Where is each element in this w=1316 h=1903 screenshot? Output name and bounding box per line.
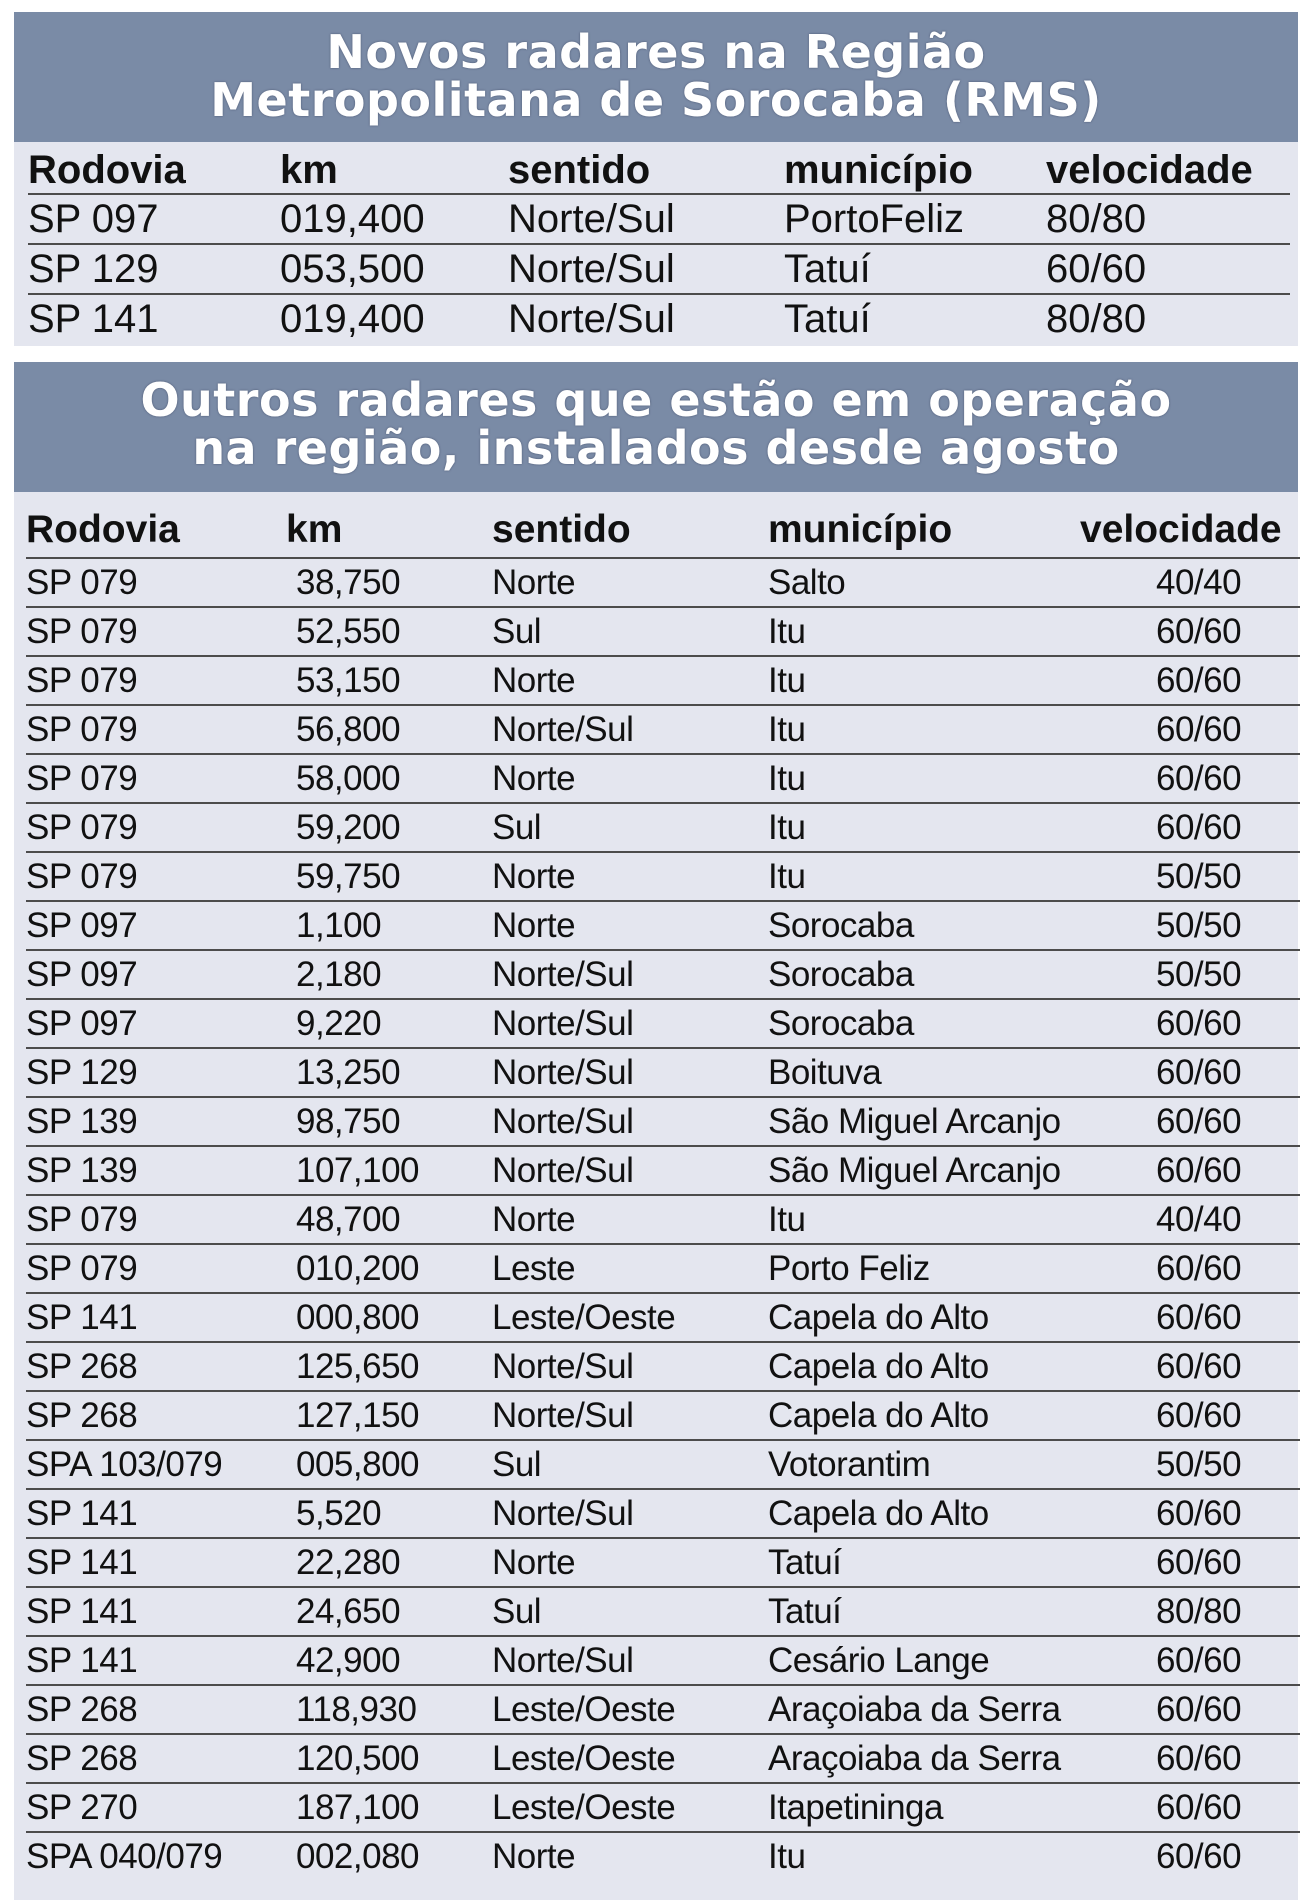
sentido-cell: Norte/Sul [492, 1097, 768, 1146]
km-cell: 019,400 [280, 294, 508, 344]
km-cell: 120,500 [286, 1734, 492, 1783]
rodovia-cell: SP 141 [26, 1538, 286, 1587]
rodovia-cell: SP 141 [26, 1293, 286, 1342]
municipio-cell: Itu [768, 852, 1070, 901]
municipio-cell: Itu [768, 705, 1070, 754]
table-row [26, 1734, 1300, 1783]
table-row [26, 1538, 1300, 1587]
velocidade-cell: 50/50 [1070, 852, 1300, 901]
sentido-cell: Norte/Sul [492, 1636, 768, 1685]
sentido-cell: Norte [492, 1832, 768, 1881]
header-velocidade: velocidade [1046, 148, 1253, 192]
table-row [26, 950, 1300, 999]
new-radars-banner [14, 12, 1298, 142]
municipio-cell: Itu [768, 656, 1070, 705]
municipio-cell: Capela do Alto [768, 1489, 1070, 1538]
table-row [26, 1391, 1300, 1440]
km-cell: 24,650 [286, 1587, 492, 1636]
km-cell: 9,220 [286, 999, 492, 1048]
sentido-cell: Norte/Sul [508, 194, 784, 244]
velocidade-cell: 60/60 [1070, 1832, 1300, 1881]
sentido-cell: Sul [492, 1587, 768, 1636]
header-km: km [286, 507, 343, 551]
velocidade-cell: 60/60 [1070, 1636, 1300, 1685]
municipio-cell: Tatuí [768, 1538, 1070, 1587]
table-row [26, 803, 1300, 852]
km-cell: 59,200 [286, 803, 492, 852]
velocidade-cell: 50/50 [1070, 901, 1300, 950]
other-radars-banner [14, 362, 1298, 492]
km-cell: 125,650 [286, 1342, 492, 1391]
municipio-cell: PortoFeliz [784, 194, 1046, 244]
table-row [26, 1783, 1300, 1832]
sentido-cell: Norte [492, 901, 768, 950]
other-radars-table [26, 502, 1300, 1881]
km-cell: 127,150 [286, 1391, 492, 1440]
municipio-cell: Itu [768, 607, 1070, 656]
table-row [26, 1636, 1300, 1685]
velocidade-cell: 50/50 [1070, 950, 1300, 999]
municipio-cell: Tatuí [784, 294, 1046, 344]
velocidade-cell: 40/40 [1070, 1195, 1300, 1244]
km-cell: 38,750 [286, 558, 492, 607]
velocidade-cell: 60/60 [1070, 1783, 1300, 1832]
velocidade-cell: 60/60 [1046, 244, 1290, 294]
rodovia-cell: SP 141 [28, 294, 280, 344]
sentido-cell: Norte/Sul [492, 1146, 768, 1195]
municipio-cell: São Miguel Arcanjo [768, 1097, 1070, 1146]
km-cell: 13,250 [286, 1048, 492, 1097]
rodovia-cell: SP 079 [26, 852, 286, 901]
velocidade-cell: 60/60 [1070, 754, 1300, 803]
sentido-cell: Norte [492, 558, 768, 607]
velocidade-cell: 60/60 [1070, 1538, 1300, 1587]
municipio-cell: Sorocaba [768, 901, 1070, 950]
new-radars-title-line2: Metropolitana de Sorocaba (RMS) [210, 73, 1102, 127]
municipio-cell: Tatuí [768, 1587, 1070, 1636]
other-radars-title-line1: Outros radares que estão em operação [140, 373, 1172, 427]
municipio-cell: Capela do Alto [768, 1293, 1070, 1342]
sentido-cell: Leste/Oeste [492, 1685, 768, 1734]
velocidade-cell: 60/60 [1070, 656, 1300, 705]
km-cell: 59,750 [286, 852, 492, 901]
table-row [28, 194, 1290, 244]
table-row [26, 1146, 1300, 1195]
rodovia-cell: SP 097 [26, 901, 286, 950]
municipio-cell: Itu [768, 754, 1070, 803]
table-row [26, 1489, 1300, 1538]
table-row [26, 705, 1300, 754]
km-cell: 107,100 [286, 1146, 492, 1195]
sentido-cell: Norte [492, 754, 768, 803]
header-municipio: município [784, 148, 973, 192]
municipio-cell: Itu [768, 1195, 1070, 1244]
sentido-cell: Leste [492, 1244, 768, 1293]
sentido-cell: Leste/Oeste [492, 1783, 768, 1832]
table-row [26, 754, 1300, 803]
rodovia-cell: SP 141 [26, 1587, 286, 1636]
km-cell: 52,550 [286, 607, 492, 656]
sentido-cell: Norte [492, 1195, 768, 1244]
sentido-cell: Norte/Sul [508, 294, 784, 344]
km-cell: 48,700 [286, 1195, 492, 1244]
km-cell: 053,500 [280, 244, 508, 294]
municipio-cell: Cesário Lange [768, 1636, 1070, 1685]
velocidade-cell: 60/60 [1070, 803, 1300, 852]
municipio-cell: Itu [768, 1832, 1070, 1881]
new-radars-panel [14, 12, 1298, 346]
rodovia-cell: SP 079 [26, 803, 286, 852]
sentido-cell: Norte/Sul [492, 1489, 768, 1538]
rodovia-cell: SP 097 [26, 950, 286, 999]
sentido-cell: Norte/Sul [492, 1048, 768, 1097]
velocidade-cell: 60/60 [1070, 1342, 1300, 1391]
municipio-cell: Capela do Alto [768, 1391, 1070, 1440]
table-row [26, 1685, 1300, 1734]
new-radars-title-line1: Novos radares na Região [326, 25, 986, 79]
km-cell: 000,800 [286, 1293, 492, 1342]
velocidade-cell: 60/60 [1070, 1734, 1300, 1783]
km-cell: 5,520 [286, 1489, 492, 1538]
municipio-cell: Sorocaba [768, 999, 1070, 1048]
velocidade-cell: 60/60 [1070, 607, 1300, 656]
municipio-cell: Porto Feliz [768, 1244, 1070, 1293]
table-row [26, 1293, 1300, 1342]
rodovia-cell: SP 079 [26, 607, 286, 656]
km-cell: 118,930 [286, 1685, 492, 1734]
table-row [26, 901, 1300, 950]
km-cell: 42,900 [286, 1636, 492, 1685]
km-cell: 22,280 [286, 1538, 492, 1587]
rodovia-cell: SP 139 [26, 1146, 286, 1195]
table-row [26, 852, 1300, 901]
velocidade-cell: 60/60 [1070, 705, 1300, 754]
table-row [26, 1832, 1300, 1881]
header-rodovia: Rodovia [28, 148, 186, 192]
rodovia-cell: SPA 103/079 [26, 1440, 286, 1489]
rodovia-cell: SP 097 [28, 194, 280, 244]
header-sentido: sentido [508, 148, 651, 192]
municipio-cell: Itapetininga [768, 1783, 1070, 1832]
velocidade-cell: 80/80 [1046, 194, 1290, 244]
rodovia-cell: SP 268 [26, 1342, 286, 1391]
table-row [26, 1244, 1300, 1293]
table-row [28, 244, 1290, 294]
rodovia-cell: SP 079 [26, 705, 286, 754]
velocidade-cell: 80/80 [1046, 294, 1290, 344]
sentido-cell: Norte/Sul [508, 244, 784, 294]
table-row [26, 1587, 1300, 1636]
table-header-row [26, 502, 1300, 558]
sentido-cell: Norte [492, 656, 768, 705]
km-cell: 187,100 [286, 1783, 492, 1832]
sentido-cell: Norte/Sul [492, 705, 768, 754]
sentido-cell: Sul [492, 1440, 768, 1489]
velocidade-cell: 60/60 [1070, 1391, 1300, 1440]
sentido-cell: Leste/Oeste [492, 1734, 768, 1783]
table-row [26, 1195, 1300, 1244]
velocidade-cell: 60/60 [1070, 1146, 1300, 1195]
other-radars-title-line2: na região, instalados desde agosto [192, 421, 1120, 475]
sentido-cell: Leste/Oeste [492, 1293, 768, 1342]
sentido-cell: Sul [492, 803, 768, 852]
new-radars-table [28, 146, 1290, 344]
rodovia-cell: SP 129 [28, 244, 280, 294]
km-cell: 019,400 [280, 194, 508, 244]
velocidade-cell: 60/60 [1070, 1048, 1300, 1097]
municipio-cell: São Miguel Arcanjo [768, 1146, 1070, 1195]
table-row [26, 656, 1300, 705]
km-cell: 002,080 [286, 1832, 492, 1881]
table-row [26, 607, 1300, 656]
municipio-cell: Capela do Alto [768, 1342, 1070, 1391]
velocidade-cell: 60/60 [1070, 1489, 1300, 1538]
municipio-cell: Boituva [768, 1048, 1070, 1097]
velocidade-cell: 50/50 [1070, 1440, 1300, 1489]
rodovia-cell: SP 141 [26, 1636, 286, 1685]
rodovia-cell: SP 079 [26, 558, 286, 607]
km-cell: 56,800 [286, 705, 492, 754]
km-cell: 98,750 [286, 1097, 492, 1146]
rodovia-cell: SP 268 [26, 1734, 286, 1783]
sentido-cell: Norte [492, 1538, 768, 1587]
table-row [26, 1440, 1300, 1489]
km-cell: 1,100 [286, 901, 492, 950]
velocidade-cell: 60/60 [1070, 1097, 1300, 1146]
sentido-cell: Norte/Sul [492, 1391, 768, 1440]
header-velocidade: velocidade [1080, 507, 1282, 551]
rodovia-cell: SP 079 [26, 1244, 286, 1293]
sentido-cell: Norte/Sul [492, 950, 768, 999]
rodovia-cell: SP 139 [26, 1097, 286, 1146]
municipio-cell: Araçoiaba da Serra [768, 1734, 1070, 1783]
municipio-cell: Salto [768, 558, 1070, 607]
km-cell: 2,180 [286, 950, 492, 999]
header-municipio: município [768, 507, 953, 551]
table-row [26, 1342, 1300, 1391]
rodovia-cell: SP 079 [26, 656, 286, 705]
km-cell: 010,200 [286, 1244, 492, 1293]
rodovia-cell: SP 079 [26, 754, 286, 803]
velocidade-cell: 60/60 [1070, 1244, 1300, 1293]
velocidade-cell: 60/60 [1070, 999, 1300, 1048]
velocidade-cell: 40/40 [1070, 558, 1300, 607]
km-cell: 58,000 [286, 754, 492, 803]
table-row [28, 294, 1290, 344]
rodovia-cell: SPA 040/079 [26, 1832, 286, 1881]
sentido-cell: Norte [492, 852, 768, 901]
header-km: km [280, 148, 338, 192]
sentido-cell: Norte/Sul [492, 1342, 768, 1391]
table-header-row [28, 146, 1290, 194]
other-radars-panel [14, 362, 1298, 1900]
velocidade-cell: 80/80 [1070, 1587, 1300, 1636]
sentido-cell: Sul [492, 607, 768, 656]
rodovia-cell: SP 097 [26, 999, 286, 1048]
rodovia-cell: SP 129 [26, 1048, 286, 1097]
rodovia-cell: SP 079 [26, 1195, 286, 1244]
rodovia-cell: SP 270 [26, 1783, 286, 1832]
header-sentido: sentido [492, 507, 631, 551]
km-cell: 53,150 [286, 656, 492, 705]
header-rodovia: Rodovia [26, 507, 180, 551]
table-row [26, 558, 1300, 607]
rodovia-cell: SP 268 [26, 1685, 286, 1734]
municipio-cell: Sorocaba [768, 950, 1070, 999]
municipio-cell: Araçoiaba da Serra [768, 1685, 1070, 1734]
velocidade-cell: 60/60 [1070, 1293, 1300, 1342]
municipio-cell: Tatuí [784, 244, 1046, 294]
municipio-cell: Itu [768, 803, 1070, 852]
table-row [26, 999, 1300, 1048]
velocidade-cell: 60/60 [1070, 1685, 1300, 1734]
sentido-cell: Norte/Sul [492, 999, 768, 1048]
rodovia-cell: SP 268 [26, 1391, 286, 1440]
table-row [26, 1097, 1300, 1146]
table-row [26, 1048, 1300, 1097]
rodovia-cell: SP 141 [26, 1489, 286, 1538]
municipio-cell: Votorantim [768, 1440, 1070, 1489]
km-cell: 005,800 [286, 1440, 492, 1489]
